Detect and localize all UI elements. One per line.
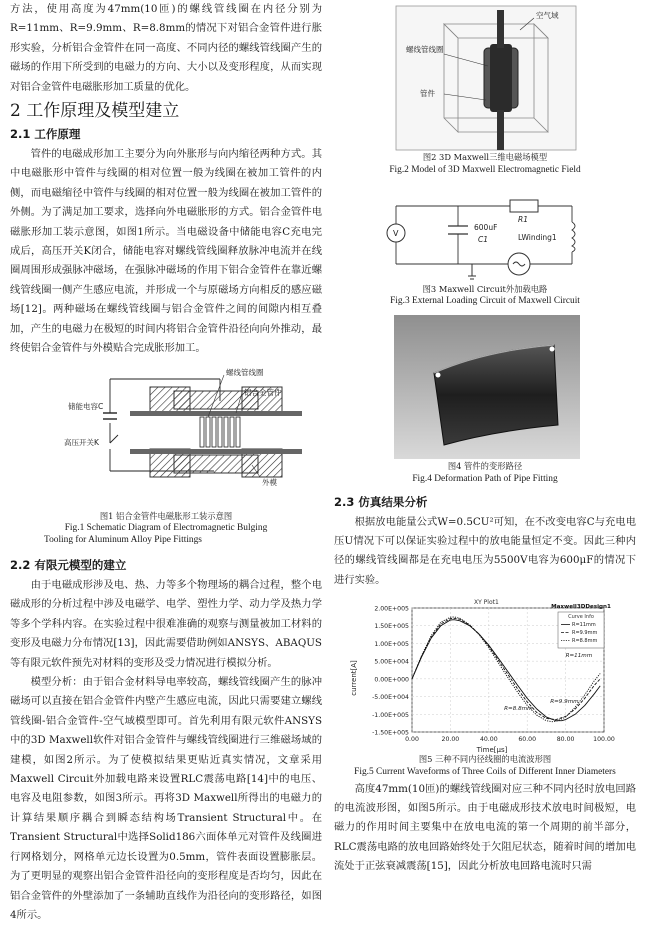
fig2-label-air: 空气域 [536,11,559,20]
y-tick-label: 1.50E+005 [374,623,409,631]
fig3-resistor [510,200,538,212]
fig1-label-die: 外模 [262,477,277,487]
aluminum-tube-wall-bottom [130,449,302,454]
y-tick-label: -5.00E+004 [372,694,409,702]
x-tick-label: 80.00 [556,736,575,744]
y-tick-label: 0.00E+000 [374,676,409,684]
fig3-label-capname: C1 [478,234,489,244]
chart-ylabel: current[A] [350,660,358,696]
x-tick-label: 0.00 [405,736,419,744]
chart-xlabel: Time[μs] [476,746,508,755]
figure-1 [10,365,322,507]
figure-3-circuit [334,182,636,284]
x-tick-label: 100.00 [593,736,615,744]
fig5-caption-cn: 图5 三种不同内径线圈的电流波形图 [418,754,552,765]
figure-1-diagram [10,365,322,507]
series-label: R=9.9mm [550,699,579,706]
fig1-label-capacitor: 储能电容C [68,401,104,411]
legend-entry: R=9.9mm [572,630,598,637]
y-tick-label: -1.00E+005 [372,711,409,719]
chart-title: XY Plot1 [474,599,499,607]
legend-entry: R=11mm [572,622,596,629]
left-column [10,0,322,925]
intro-paragraph: 方法，使用高度为47mm(10匝)的螺线管线圈在内径分别为R=11mm、R=9.9mm、R=8.8mm的情况下对铝合金管件进行胀形实验，分析铝合金管件在同一高度、不同内径的螺线管线圈产生的磁场的作用下所受到的电磁力的方向、大小以及变形程度，从而实现对铝合金管件电磁胀形加工质量的优化。 [10,3,322,93]
outer-die-body-bottom [174,455,258,473]
fig1-label-coil: 螺线管线圈 [226,367,264,377]
fig5-caption-en: Fig.5 Current Waveforms of Three Coils of Different Inner Diameters [354,766,616,777]
y-tick-label: 2.00E+005 [374,605,409,613]
section-2-title: 2 工作原理及模型建立 [10,101,180,122]
figure-2-model [334,4,636,152]
figure-5-chart [334,596,636,754]
capacitor-symbol [103,413,117,419]
figure-4-render [334,313,636,461]
figure-2 [334,4,636,152]
legend-subtitle: Curve Info [568,614,594,621]
solenoid-coil [200,417,240,447]
fig2-coil [490,44,512,112]
fig1-label-tube: 铝合金管件 [244,387,282,397]
fig1-label-switch: 高压开关K [64,437,99,447]
fig4-caption-en: Fig.4 Deformation Path of Pipe Fitting [412,473,558,484]
x-tick-label: 60.00 [518,736,537,744]
subsection-2-2-paragraph-2: 模型分析：由于铝合金材料导电率较高，螺线管线圈产生的脉冲磁场可以直接在铝合金管件内壁产生感应电流，因此只需要建立螺线管线圈-铝合金管件-空气域模型即可。首先利用有限元软件ANSYS中的3D Maxwell软件对铝合金管件与螺线管线圈进行三维磁场域的建模，如图2所示。为了使模拟结果更贴近真实情况，文章采用Maxwell Circuit外加载电路来设置RLC震荡电路[14]中的电压、电容及电阻参数，如图3所示。再将3D Maxwell所得出的电磁力的计算结果顺序耦合到瞬态结构场Transient Structural中。在Transient Structural中选择Solid186六面体单元对管件及线圈进行网格划分，网格单元边长设置为0.5mm，管件表面设置膨胀层。为了更明显的观察出铝合金管件沿径向的变形程度是否均匀，因此在铝合金管件的外壁添加了一条辅助直线作为沿径向的变形路径，如图4所示。 [10,676,322,921]
y-tick-label: -1.50E+005 [372,729,409,737]
legend-entry: R=8.8mm [572,638,598,645]
fig3-caption-cn: 图3 Maxwell Circuit外加载电路 [422,283,548,294]
figure-4 [334,313,636,461]
fig2-label-tube: 管件 [420,89,435,98]
fig3-label-capvalue: 600uF [474,222,498,232]
subsection-2-3-paragraph: 根据放电能量公式W=0.5CU²可知，在不改变电容C与充电电压U情况下可以保证实验过程中的放电能量恒定不变。因此三种内径的螺线管线圈都是在充电电压为5500V电容为600μF的情况下进行实验。 [334,515,636,586]
fig3-label-source: V [393,228,399,238]
y-tick-label: 5.00E+004 [374,658,409,666]
fig4-caption-cn: 图4 管件的变形路径 [447,461,523,471]
closing-paragraph: 高度47mm(10匝)的螺线管线圈对应三种不同内径时放电回路的电流波形图，如图5所示。由于电磁成形技术放电时间极短，电磁力的作用时间主要集中在放电电流的第一个周期的前半部分，RLC震荡电路的放电回路始终处于欠阻尼状态，随着时间的增加电流处于正弦衰减震荡[15]，因此分析放电回路电流时只需 [334,782,636,873]
subsection-2-2-paragraph-1: 由于电磁成形涉及电、热、力等多个物理场的耦合过程，整个电磁成形的分析过程中涉及电磁学、电学、塑性力学、动力学及热力学等多个学科内容。在实验过程中很难准确的观察与测量被加工材料的变形及电磁力分布情况[13]，因此需要借助例如ANSYS、ABAQUS等有限元软件预先对材料的变形及受力情况进行模拟分析。 [10,579,322,669]
subsection-2-2-title: 2.2 有限元模型的建立 [10,558,127,572]
x-tick-label: 20.00 [441,736,460,744]
fig1-caption-en-1: Fig.1 Schematic Diagram of Electromagnetic Bulging [64,523,268,533]
subsection-2-1-title: 2.1 工作原理 [10,127,81,142]
fig2-label-coil: 螺线管线圈 [406,45,444,54]
fig3-caption-en: Fig.3 External Loading Circuit of Maxwell Circuit [390,296,580,306]
fig1-caption-cn: 图1 铝合金管件电磁胀形工装示意图 [99,510,233,521]
fig1-caption-en-2: Tooling for Aluminum Alloy Pipe Fittings [44,535,202,545]
legend-title: Maxwell3DDesign1 [551,604,611,611]
fig2-caption-cn: 图2 3D Maxwell三维电磁场模型 [422,152,548,162]
fig2-caption-en: Fig.2 Model of 3D Maxwell Electromagnetic Field [389,164,581,175]
fig3-label-winding: LWinding1 [518,232,557,242]
y-tick-label: 1.00E+005 [374,641,409,649]
subsection-2-3-title: 2.3 仿真结果分析 [334,494,428,509]
series-label: R=11mm [565,653,593,660]
right-column [334,0,636,877]
fig3-label-resistor: R1 [518,214,528,224]
subsection-2-1-paragraph: 管件的电磁成形加工主要分为向外胀形与向内缩径两种方式。其中电磁胀形中管件与线圈的相对位置一般为线圈在被加工管件的内侧，而电磁缩径中管件与线圈的相对位置一般为线圈在被加工管件的外侧。为了满足加工要求，选择向外电磁胀形的方式。铝合金管件电磁胀形加工装示意图，如图1所示。当电磁设备中储能电容C充电完成后，高压开关K闭合，储能电容对螺线管线圈释放脉冲电流并在线圈周围形成强脉冲磁场，在强脉冲磁场的作用下铝合金管件在靠近螺线管线圈一侧产生感应电流，并形成一个与原磁场方向相反的感应磁场[12]。两种磁场在螺线管线圈与铝合金管件之间的间隙内相互叠加，产生的电磁力在极短的时间内将铝合金管件沿径向向外推动，最终使铝合金管件与外模贴合完成胀形加工。 [10,148,322,355]
x-tick-label: 40.00 [479,736,498,744]
figure-3 [334,182,636,284]
aluminum-tube-wall-top [130,411,302,416]
series-label: R=8.8mm [504,706,533,713]
figure-5 [334,596,636,754]
